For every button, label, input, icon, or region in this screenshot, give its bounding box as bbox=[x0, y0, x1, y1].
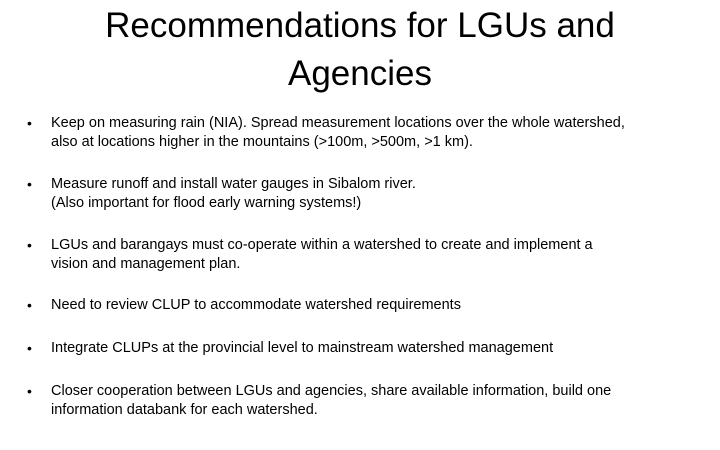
bullet-text-line: Integrate CLUPs at the provincial level to mainstream watershed management bbox=[51, 340, 554, 356]
bullet-dot-icon: • bbox=[27, 383, 32, 399]
bullet-text bbox=[51, 114, 716, 152]
bullet-text-line: vision and management plan. bbox=[51, 256, 241, 272]
bullet-dot-icon: • bbox=[27, 297, 32, 313]
bullet-dot-icon: • bbox=[27, 340, 32, 356]
slide-title-line: Recommendations for LGUs and bbox=[105, 6, 615, 45]
bullet-text-line: Measure runoff and install water gauges in Sibalom river. bbox=[51, 176, 416, 192]
bullet-text bbox=[51, 339, 716, 358]
bullet-text-line: information databank for each watershed. bbox=[51, 402, 318, 418]
bullet-dot-icon: • bbox=[27, 176, 32, 192]
bullet-text-line: Closer cooperation between LGUs and agencies, share available information, build one bbox=[51, 383, 612, 399]
bullet-text bbox=[51, 382, 716, 420]
bullet-dot-icon: • bbox=[27, 237, 32, 253]
bullet-text bbox=[51, 236, 716, 274]
bullet-text-line: also at locations higher in the mountains (>100m, >500m, >1 km). bbox=[51, 134, 473, 150]
bullet-text-line: Keep on measuring rain (NIA). Spread measurement locations over the whole watershed, bbox=[51, 115, 625, 131]
bullet-text-line: (Also important for flood early warning systems!) bbox=[51, 195, 362, 211]
bullet-dot-icon: • bbox=[27, 115, 32, 131]
slide-title-line: Agencies bbox=[288, 54, 432, 93]
bullet-text-line: Need to review CLUP to accommodate watershed requirements bbox=[51, 297, 461, 313]
bullet-text-line: LGUs and barangays must co-operate within a watershed to create and implement a bbox=[51, 237, 593, 253]
bullet-text bbox=[51, 175, 716, 213]
bullet-text bbox=[51, 296, 716, 315]
